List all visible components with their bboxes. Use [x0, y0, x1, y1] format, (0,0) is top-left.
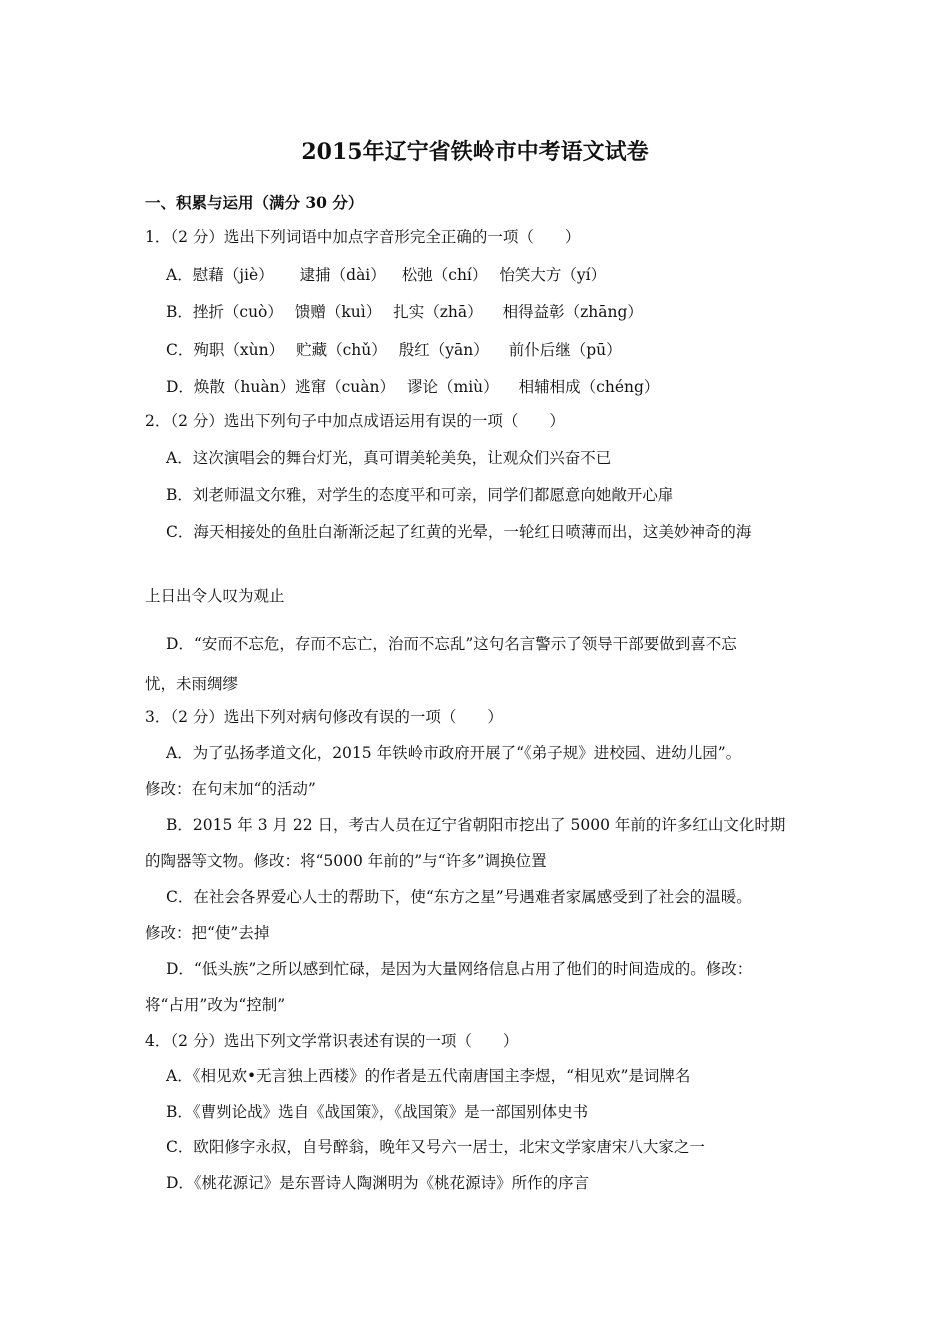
question-3-option-a: A．为了弘扬孝道文化，2015 年铁岭市政府开展了“《弟子规》进校园、进幼儿园”。: [166, 744, 742, 762]
question-1-option-c: C．殉职（xùn） 贮藏（chǔ） 殷红（yān） 前仆后继（pū）: [166, 341, 622, 359]
question-3-stem: 3．（2 分）选出下列对病句修改有误的一项（ ）: [145, 708, 503, 726]
question-2-stem: 2．（2 分）选出下列句子中加点成语运用有误的一项（ ）: [145, 412, 565, 430]
page-title: 2015年辽宁省铁岭市中考语文试卷: [301, 139, 649, 165]
question-2-option-d-continued: 忧，未雨绸缪: [145, 675, 239, 693]
question-1-option-a: A．慰藉（jiè） 逮捕（dài） 松弛（chí） 怡笑大方（yí）: [166, 266, 607, 284]
question-4-option-c: C．欧阳修字永叔，自号醉翁，晚年又号六一居士，北宋文学家唐宋八大家之一: [166, 1138, 705, 1156]
question-3-option-b: B．2015 年 3 月 22 日，考古人员在辽宁省朝阳市挖出了 5000 年前的许多红山文化时期: [166, 816, 786, 834]
question-2-option-d: D．“安而不忘危，存而不忘亡，治而不忘乱”这句名言警示了领导干部要做到喜不忘: [166, 635, 737, 653]
question-4-option-a: A．《相见欢•无言独上西楼》的作者是五代南唐国主李煜，“相见欢”是词牌名: [166, 1067, 691, 1085]
question-2-option-b: B．刘老师温文尔雅，对学生的态度平和可亲，同学们都愿意向她敞开心扉: [166, 486, 674, 504]
question-1-option-b: B．挫折（cuò） 馈赠（kuì） 扎实（zhā） 相得益彰（zhāng）: [166, 303, 643, 321]
question-4-option-b: B．《曹刿论战》选自《战国策》，《战国策》是一部国别体史书: [166, 1103, 589, 1121]
question-3-option-c-continued: 修改：把“使”去掉: [145, 924, 270, 942]
question-3-option-d-continued: 将“占用”改为“控制”: [145, 996, 286, 1014]
question-2-option-c-continued: 上日出令人叹为观止: [145, 587, 285, 605]
section-heading: 一、积累与运用（满分 30 分）: [145, 193, 364, 212]
question-2-option-c: C．海天相接处的鱼肚白渐渐泛起了红黄的光晕，一轮红日喷薄而出，这美妙神奇的海: [166, 523, 752, 541]
question-1-stem: 1．（2 分）选出下列词语中加点字音形完全正确的一项（ ）: [145, 228, 581, 246]
question-4-option-d: D．《桃花源记》是东晋诗人陶渊明为《桃花源诗》所作的序言: [166, 1174, 590, 1192]
question-3-option-c: C．在社会各界爱心人士的帮助下，使“东方之星”号遇难者家属感受到了社会的温暖。: [166, 888, 752, 906]
question-4-stem: 4．（2 分）选出下列文学常识表述有误的一项（ ）: [145, 1032, 519, 1050]
question-3-option-b-continued: 的陶器等文物。修改：将“5000 年前的”与“许多”调换位置: [145, 852, 547, 870]
question-3-option-a-continued: 修改：在句末加“的活动”: [145, 780, 316, 798]
question-1-option-d: D．焕散（huàn）逃窜（cuàn） 谬论（miù） 相辅相成（chéng）: [166, 378, 660, 396]
question-3-option-d: D．“低头族”之所以感到忙碌，是因为大量网络信息占用了他们的时间造成的。修改：: [166, 960, 753, 978]
question-2-option-a: A．这次演唱会的舞台灯光，真可谓美轮美奂，让观众们兴奋不已: [166, 449, 612, 467]
